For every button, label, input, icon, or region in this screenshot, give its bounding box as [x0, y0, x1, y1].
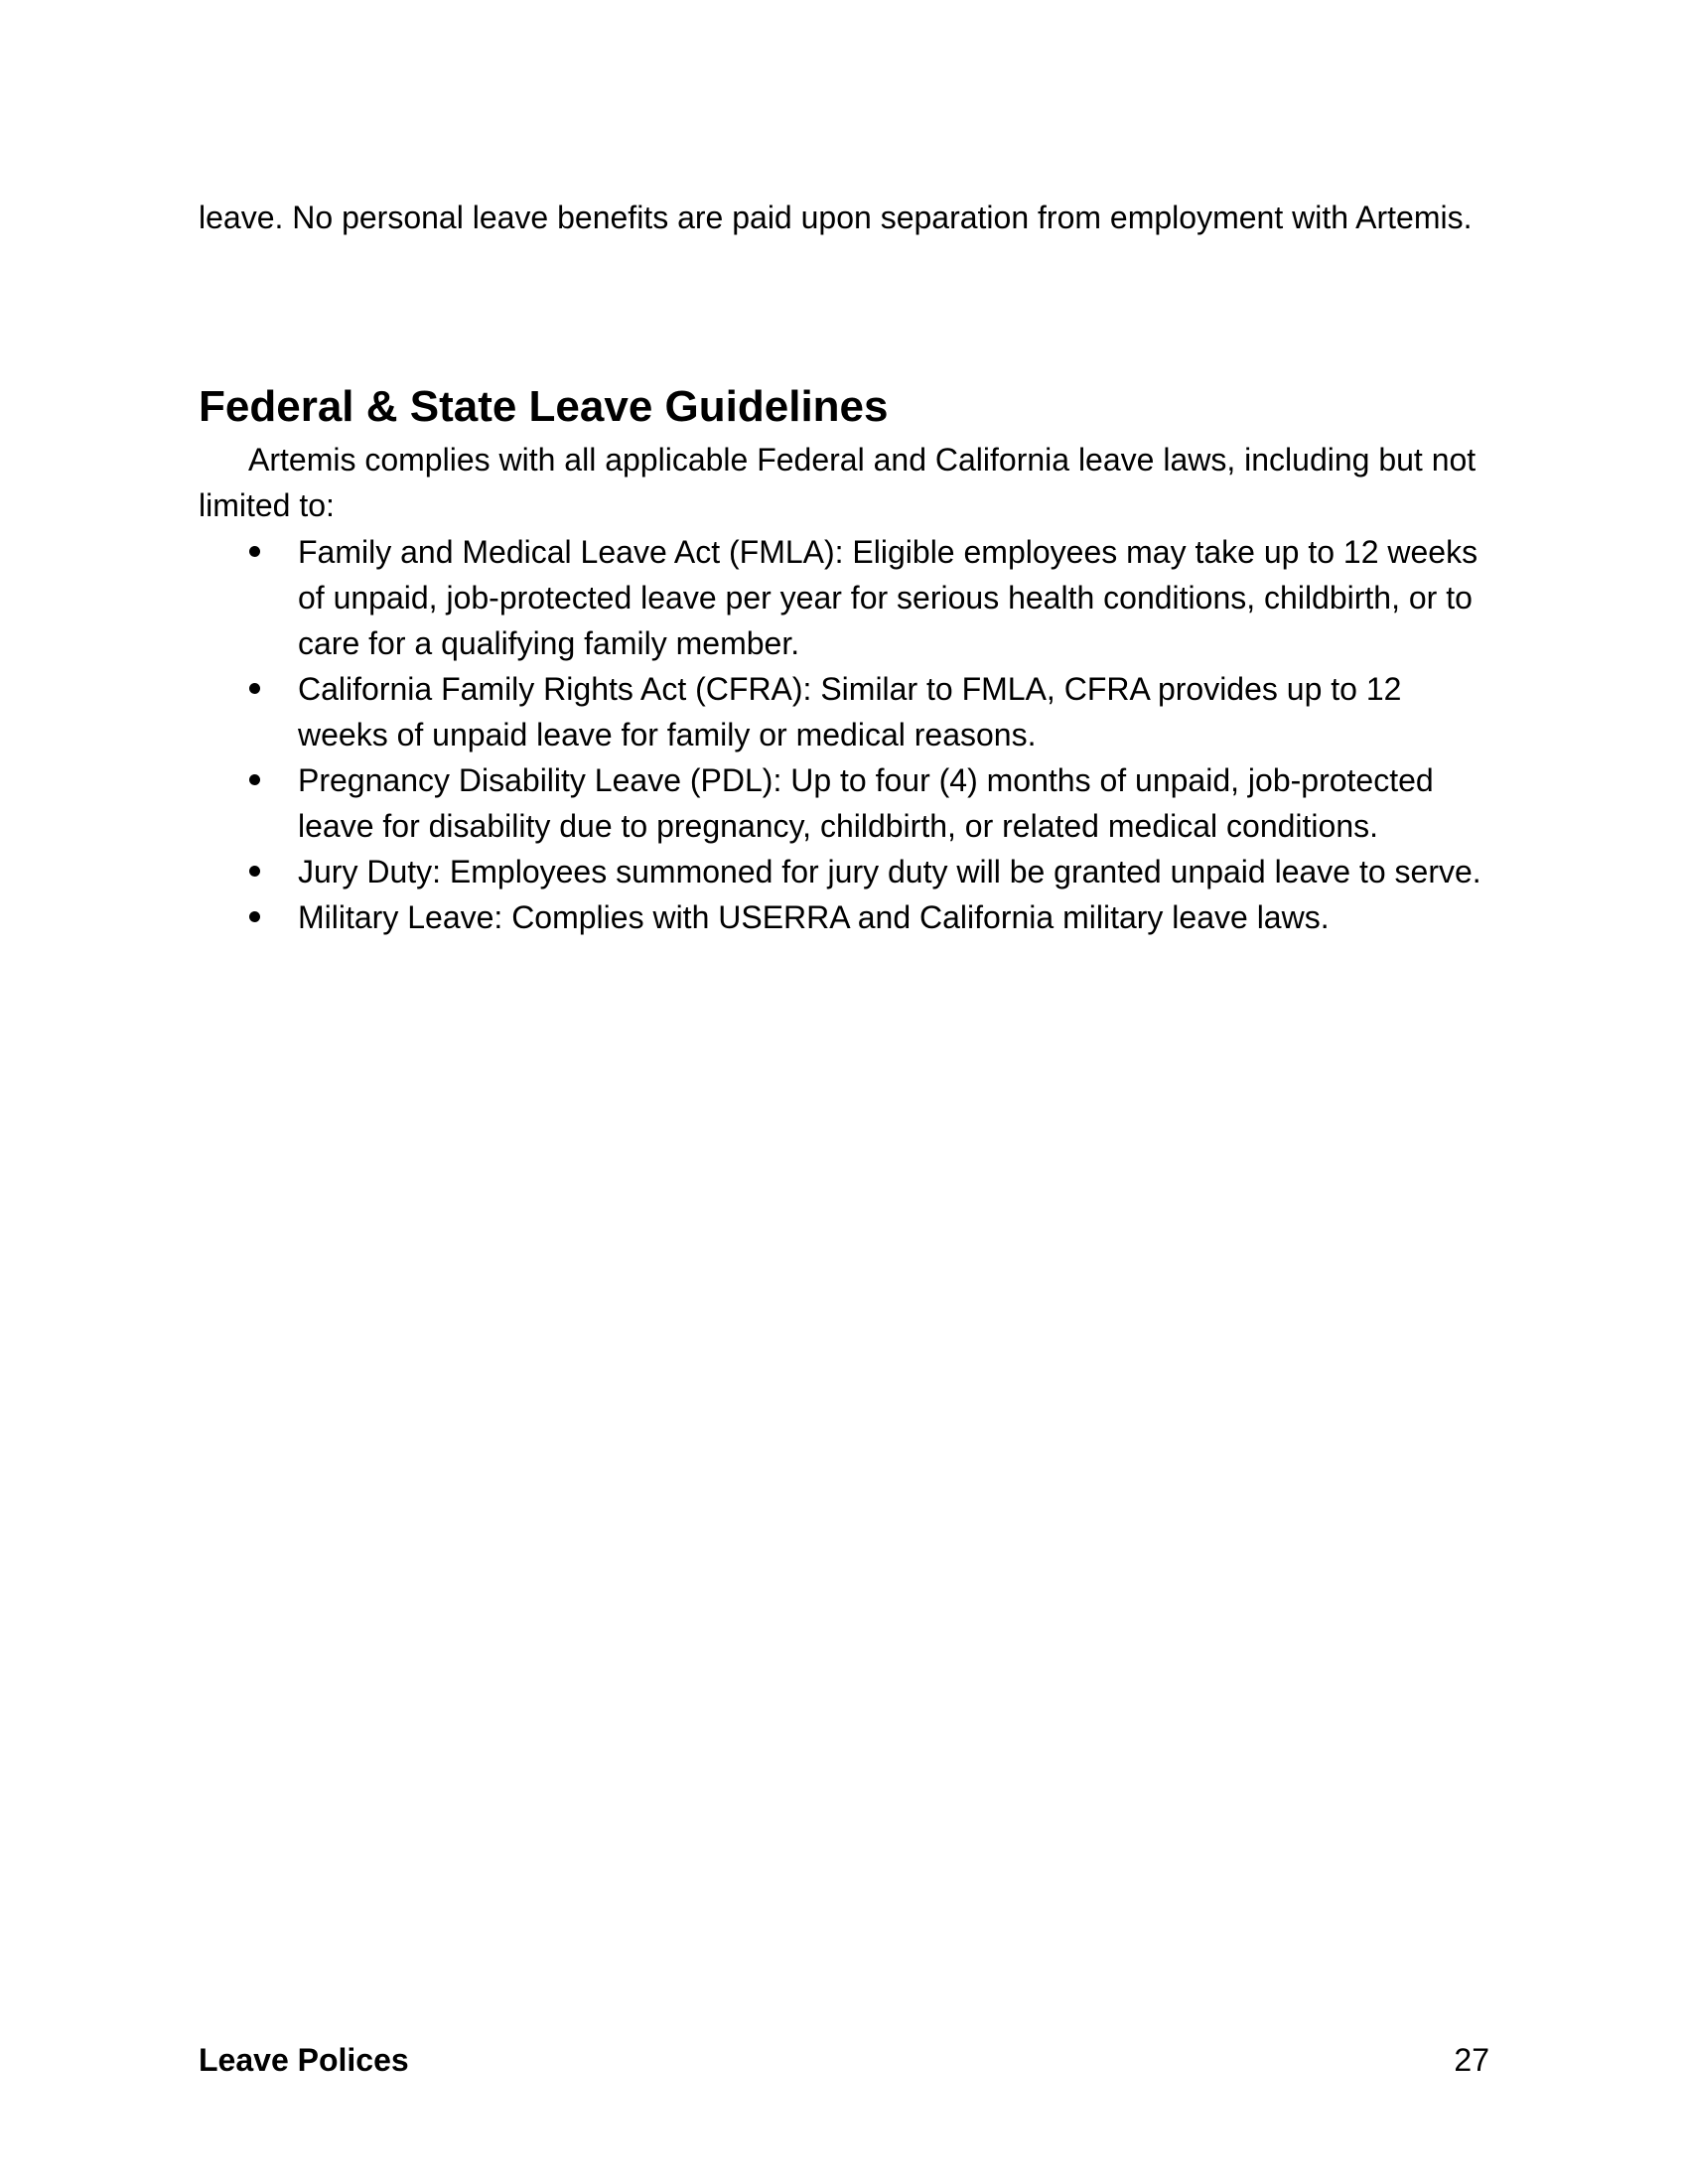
list-item	[199, 757, 1489, 849]
list-item-text: Family and Medical Leave Act (FMLA): Eligible employees may take up to 12 weeks of unpaid, job-protected leave per year for serious health conditions, childbirth, or to care for a qualifying family member.	[298, 534, 1478, 661]
footer-section-title: Leave Polices	[199, 2042, 409, 2078]
section-intro-paragraph: Artemis complies with all applicable Federal and California leave laws, including but not limited to:	[199, 442, 1477, 523]
bullet-icon	[249, 849, 263, 894]
list-item-text: Military Leave: Complies with USERRA and California military leave laws.	[298, 899, 1330, 935]
continuation-paragraph: leave. No personal leave benefits are paid upon separation from employment with Artemis.	[199, 200, 1473, 235]
footer-page-number: 27	[1454, 2042, 1489, 2078]
list-item	[199, 529, 1489, 666]
section-heading: Federal & State Leave Guidelines	[199, 382, 889, 431]
list-item-text: California Family Rights Act (CFRA): Similar to FMLA, CFRA provides up to 12 weeks of unpaid leave for family or medical reasons.	[298, 671, 1402, 752]
leave-laws-list	[199, 529, 1489, 940]
page-content	[199, 195, 1489, 935]
bullet-icon	[249, 529, 263, 575]
list-item-text: Jury Duty: Employees summoned for jury duty will be granted unpaid leave to serve.	[298, 854, 1481, 889]
bullet-icon	[249, 757, 263, 803]
list-item	[199, 666, 1489, 757]
bullet-icon	[249, 666, 263, 712]
bullet-icon	[249, 894, 263, 940]
list-item	[199, 849, 1489, 894]
list-item-text: Pregnancy Disability Leave (PDL): Up to four (4) months of unpaid, job-protected leave for disability due to pregnancy, childbirth, or related medical conditions.	[298, 762, 1434, 844]
list-item	[199, 894, 1489, 940]
